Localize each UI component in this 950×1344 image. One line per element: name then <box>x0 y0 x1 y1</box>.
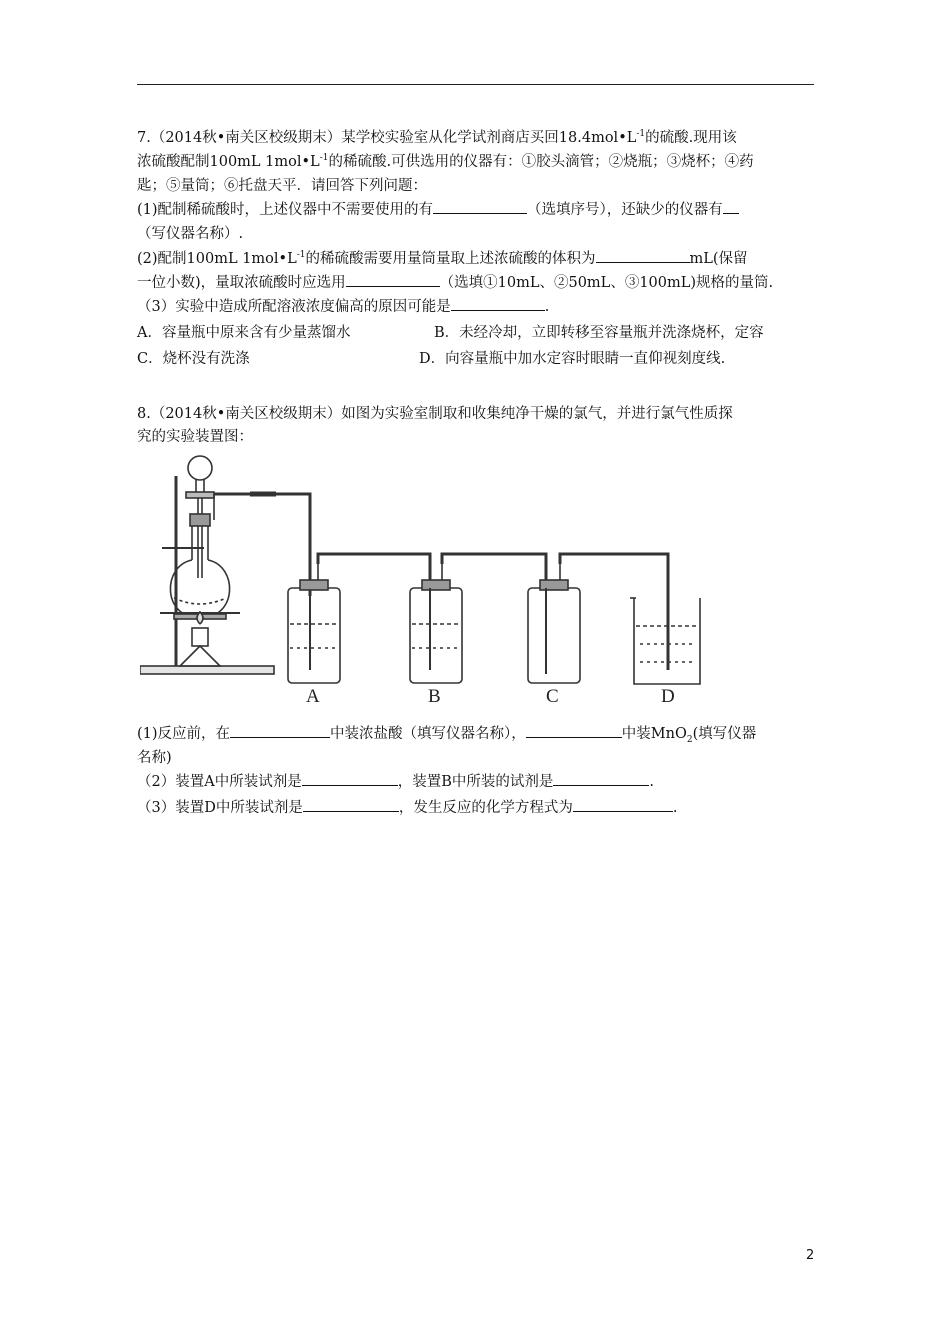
separatory-funnel <box>188 456 212 480</box>
answer-blank[interactable] <box>346 272 440 287</box>
collecting-bottle-c <box>528 564 580 683</box>
answer-blank[interactable] <box>302 771 398 786</box>
option-b: B．未经冷却，立即转移至容量瓶并洗涤烧杯，定容 <box>434 325 764 341</box>
burner-body <box>192 628 208 646</box>
bottle-label-b: B <box>428 686 441 707</box>
q7-part2: (2)配制100mL $1mol•L^{-1}$的稀硫酸需要用量筒量取上述浓硫酸的体积为 mL(保留 <box>137 250 748 267</box>
page-number: 2 <box>806 1248 815 1263</box>
alcohol-lamp <box>180 646 220 666</box>
bottle-label-c: C <box>546 686 559 707</box>
q7-options-ab <box>137 322 817 346</box>
option-a: A．容量瓶中原来含有少量蒸馏水 <box>137 325 351 341</box>
gas-washing-bottle-b <box>410 564 462 683</box>
q7-part1-cont: （写仪器名称）. <box>137 226 244 242</box>
q7-options-cd <box>137 348 817 372</box>
answer-blank[interactable] <box>303 797 399 812</box>
answer-blank[interactable] <box>451 296 545 311</box>
answer-blank[interactable] <box>553 771 649 786</box>
q7-line2: 浓硫酸配制100mL $1mol•L^{-1}$的稀硫酸.可供选用的仪器有：①胶头滴管；②烧瓶；③烧杯；④药 <box>137 153 754 170</box>
stand-base <box>140 666 274 674</box>
q8-part3: （3）装置D中所装试剂是 ，发生反应的化学方程式为 . <box>137 797 817 821</box>
q8-line2: 究的实验装置图： <box>137 429 253 445</box>
q7-part1: (1)配制稀硫酸时，上述仪器中不需要使用的有 （选填序号），还缺少的仪器有 <box>137 199 817 223</box>
gas-washing-bottle-a <box>288 564 340 683</box>
answer-blank[interactable] <box>723 199 739 214</box>
answer-blank[interactable] <box>526 723 622 738</box>
option-c: C．烧杯没有洗涤 <box>137 351 250 367</box>
beaker-d <box>630 598 700 684</box>
answer-blank[interactable] <box>433 199 527 214</box>
q7-part2-cont: 一位小数)，量取浓硫酸时应选用 （选填①10mL、②50mL、③100mL)规格的量筒. <box>137 272 817 296</box>
q7-part3: （3）实验中造成所配溶液浓度偏高的原因可能是 . <box>137 296 817 320</box>
q8-part1-cont: 名称) <box>137 750 172 766</box>
chlorine-apparatus-diagram <box>140 448 720 710</box>
header-rule <box>137 84 814 85</box>
option-d: D．向容量瓶中加水定容时眼睛一直仰视刻度线. <box>419 351 726 367</box>
answer-blank[interactable] <box>573 797 673 812</box>
flask-stopper <box>190 514 210 526</box>
q8-part2: （2）装置A中所装试剂是 ，装置B中所装的试剂是 . <box>137 771 817 795</box>
q7-line3: 匙；⑤量筒；⑥托盘天平．请回答下列问题： <box>137 178 427 194</box>
bottle-label-a: A <box>306 686 320 707</box>
round-bottom-flask <box>170 560 229 618</box>
answer-blank[interactable] <box>230 723 330 738</box>
q8-line1: 8.（2014秋•南关区校级期末）如图为实验室制取和收集纯净干燥的氯气，并进行氯气性质探 <box>137 406 733 422</box>
answer-blank[interactable] <box>596 248 690 263</box>
q8-part1: (1)反应前，在 中装浓盐酸（填写仪器名称）， 中装MnO$_2$(填写仪器 <box>137 723 817 747</box>
q7-line1: 7.（2014秋•南关区校级期末）某学校实验室从化学试剂商店买回$18.4mol•L^{-1}$的硫酸.现用该 <box>137 129 737 146</box>
bottle-label-d: D <box>661 686 675 707</box>
